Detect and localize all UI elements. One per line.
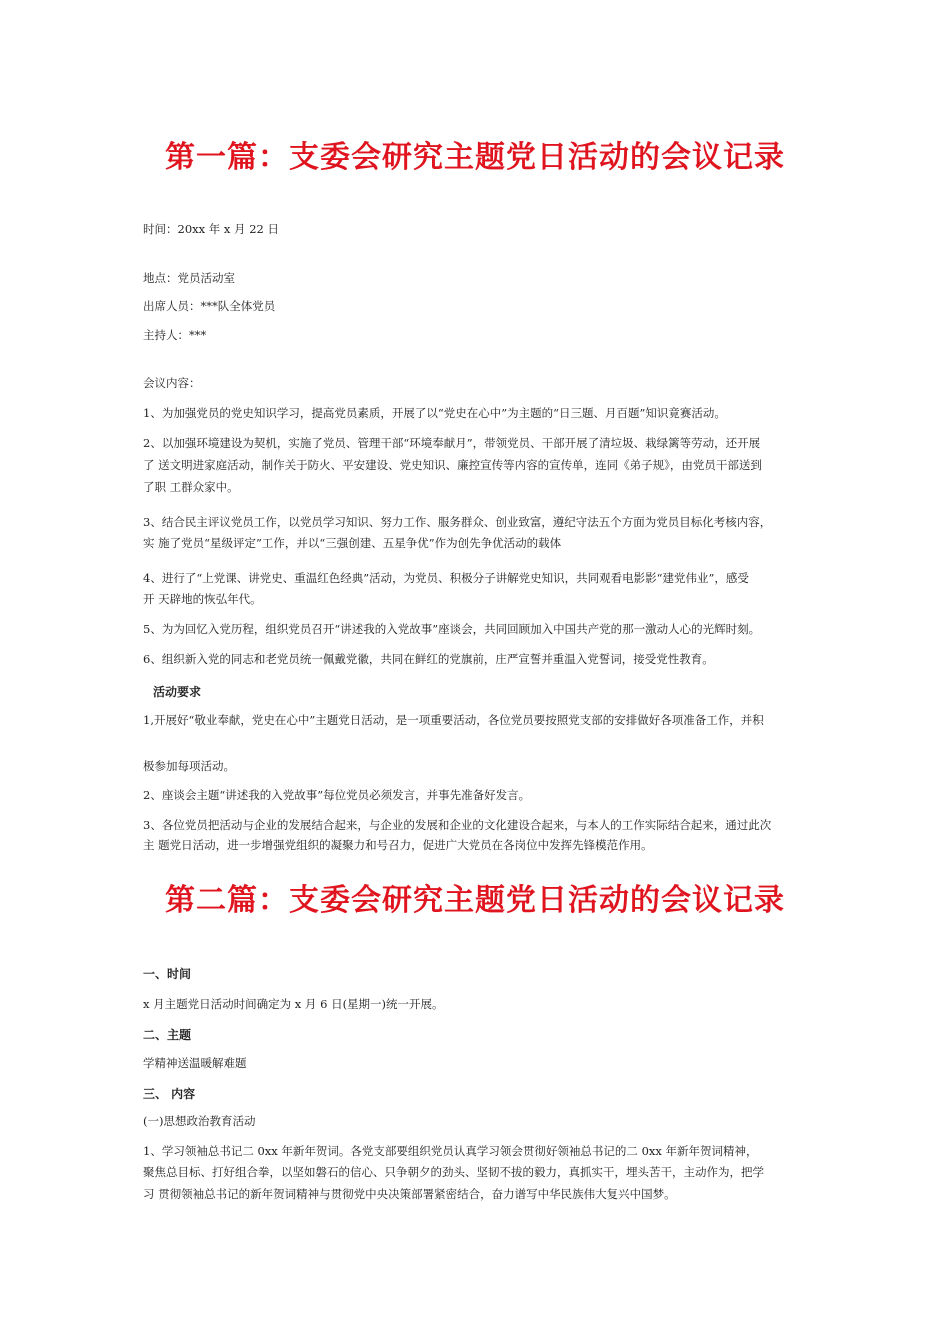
section-item-line: 1、学习领袖总书记二 0xx 年新年贺词。各党支部要组织党员认真学习领会贯彻好领袖总书记的二 0xx 年新年贺词精神， [143, 1144, 758, 1158]
content-item-3-line: 实 施了党员“星级评定”工作，并以“三强创建、五星争优”作为创先争优活动的载体 [143, 536, 562, 550]
content-item-4-line: 4、进行了“上党课、讲党史、重温红色经典”活动，为党员、积极分子讲解党史知识，共同观看电影影“建党伟业”，感受 [143, 571, 749, 585]
meeting-place: 地点：党员活动室 [143, 271, 235, 285]
meeting-content-label: 会议内容： [143, 376, 201, 390]
section-item-line: 习 贯彻领袖总书记的新年贺词精神与贯彻党中央决策部署紧密结合，奋力谱写中华民族伟大复兴中国梦。 [143, 1187, 676, 1201]
section-subheading: (一)思想政治教育活动 [143, 1114, 256, 1128]
content-item-5: 5、为为回忆入党历程，组织党员召开“讲述我的入党故事”座谈会，共同回顾加入中国共产党的那一激动人心的光辉时刻。 [143, 622, 761, 636]
requirement-1-line: 1,开展好“敬业奉献，党史在心中”主题党日活动，是一项重要活动，各位党员要按照党支部的安排做好各项准备工作，并积 [143, 713, 764, 727]
section-title: 第二篇：支委会研究主题党日活动的会议记录 [165, 883, 785, 918]
meeting-time: 时间：20xx 年 x 月 22 日 [143, 222, 280, 236]
meeting-attendees: 出席人员：***队全体党员 [143, 299, 276, 313]
requirement-2: 2、座谈会主题“讲述我的入党故事”每位党员必须发言，并事先准备好发言。 [143, 788, 531, 802]
section-item-line: 聚焦总目标、打好组合拳，以坚如磐石的信心、只争朝夕的劲头、坚韧不拔的毅力，真抓实干，埋头苦干，主动作为，把学 [143, 1165, 764, 1179]
section-time-text: x 月主题党日活动时间确定为 x 月 6 日(星期一)统一开展。 [143, 997, 444, 1011]
content-item-2-line: 了职 工群众家中。 [143, 480, 239, 494]
section-heading-theme: 二、主题 [143, 1028, 192, 1042]
meeting-host: 主持人：*** [143, 328, 207, 342]
section-heading-content: 三、 内容 [143, 1087, 196, 1101]
content-item-2-line: 2、以加强环境建设为契机，实施了党员、管理干部“环境奉献月”，带领党员、干部开展了清垃圾、栽绿篱等劳动，还开展 [143, 436, 761, 450]
content-item-4-line: 开 天辟地的恢弘年代。 [143, 592, 262, 606]
page-title: 第一篇：支委会研究主题党日活动的会议记录 [165, 140, 785, 175]
content-item-3-line: 3、结合民主评议党员工作，以党员学习知识、努力工作、服务群众、创业致富，遵纪守法五个方面为党员目标化考核内容， [143, 515, 772, 529]
requirement-3-line: 主 题党日活动，进一步增强党组织的凝聚力和号召力，促进广大党员在各岗位中发挥先锋模范作用。 [143, 838, 653, 852]
requirements-heading: 活动要求 [153, 685, 202, 699]
requirement-3-line: 3、各位党员把活动与企业的发展结合起来，与企业的发展和企业的文化建设合起来，与本人的工作实际结合起来，通过此次 [143, 818, 772, 832]
content-item-2-line: 了 送文明进家庭活动，制作关于防火、平安建设、党史知识、廉控宣传等内容的宣传单，连同《弟子规》，由党员干部送到 [143, 458, 762, 472]
section-heading-time: 一、时间 [143, 967, 192, 981]
requirement-1-line: 极参加每项活动。 [143, 759, 235, 773]
section-theme-text: 学精神送温暖解难题 [143, 1056, 247, 1070]
content-item-1: 1、为加强党员的党史知识学习，提高党员素质，开展了以“党史在心中”为主题的“日三题、月百题”知识竟赛活动。 [143, 406, 726, 420]
content-item-6: 6、组织新入党的同志和老党员统一佩戴党徽，共同在鲜红的党旗前，庄严宣誓并重温入党誓词，接受党性教育。 [143, 652, 714, 666]
